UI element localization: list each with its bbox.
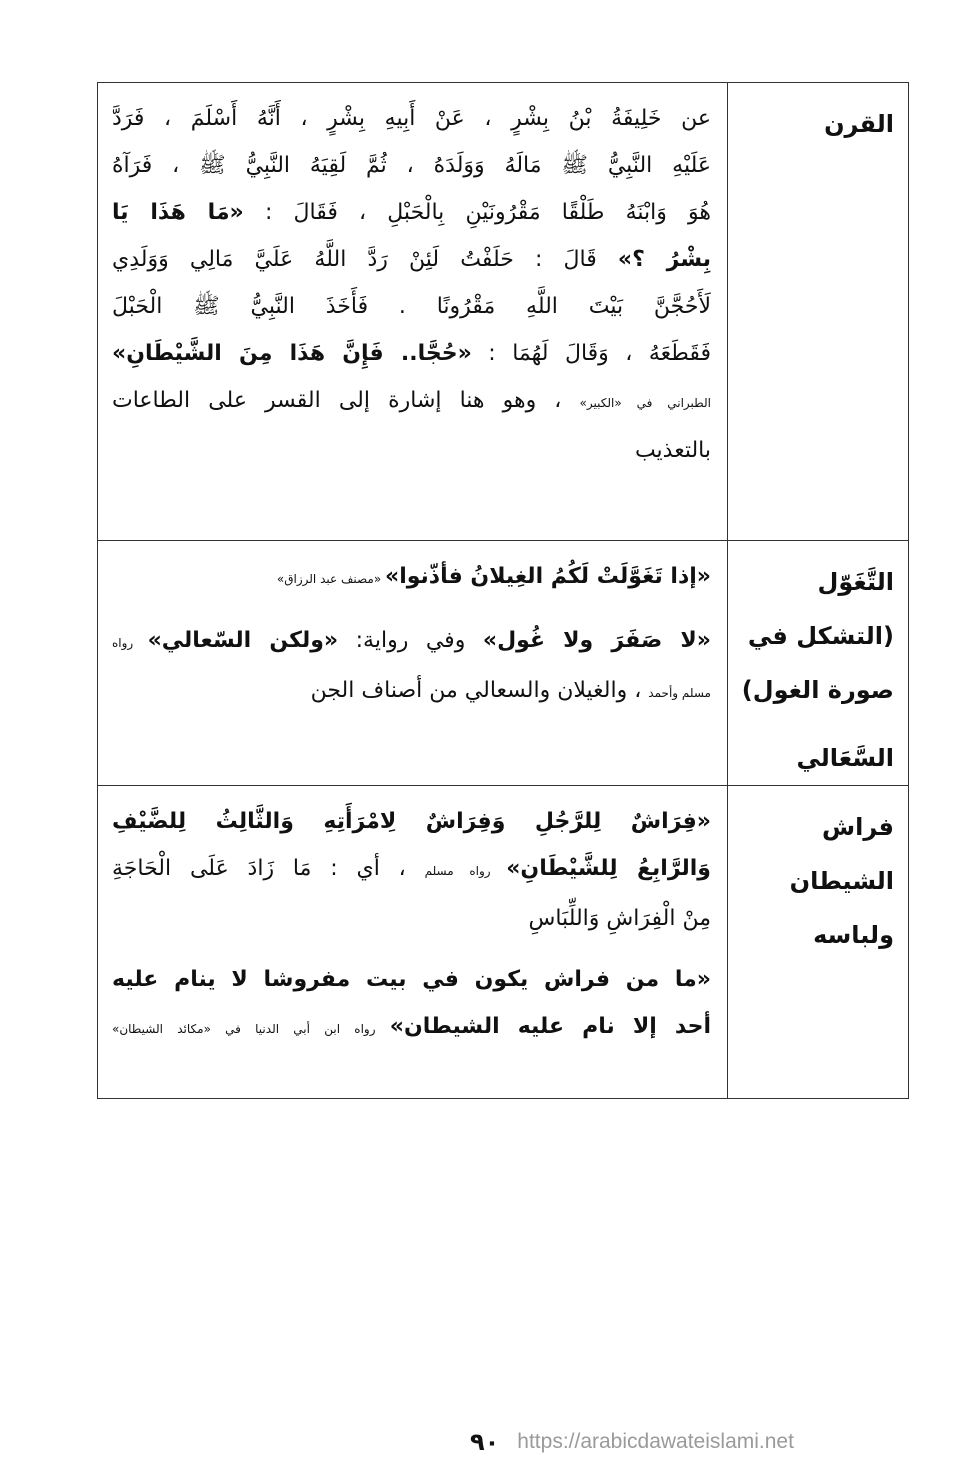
text-line [112, 956, 711, 1003]
hadith-quote: أحد إلا نام عليه الشيطان» [389, 1014, 711, 1039]
term-text: (التشكل في [747, 622, 894, 650]
text: ، والغيلان والسعالي من أصناف الجن [310, 678, 649, 703]
page-number: ٩٠ [470, 1428, 500, 1456]
content-table [97, 82, 909, 1099]
text-line [112, 895, 711, 942]
text-line [112, 377, 711, 427]
text-line [112, 1003, 711, 1053]
term-cell [727, 541, 908, 785]
hadith-quote: بِشْرُ ؟» [617, 247, 711, 272]
term-cell [727, 83, 908, 540]
citation: الطبراني في «الكبير» [579, 396, 711, 410]
text: وفي رواية: [338, 628, 483, 653]
text: بالتعذيب [634, 438, 711, 463]
text-line [112, 236, 711, 283]
hadith-quote: «ولكن السّعالي» [147, 628, 339, 653]
hadith-quote: «فِرَاشٌ لِلرَّجُلِ وَفِرَاشٌ لِامْرَأَتِهِ وَالثَّالِثُ لِلضَّيْفِ [112, 809, 711, 834]
text-line [112, 553, 711, 603]
text: عن خَلِيفَةُ بْنُ بِشْرٍ ، عَنْ أَبِيهِ بِشْرٍ ، أَنَّهُ أَسْلَمَ ، فَرَدَّ [112, 106, 711, 131]
text-line [112, 283, 711, 330]
term-text: فراش [822, 813, 894, 841]
content-cell [98, 83, 727, 540]
text: ، أي : مَا زَادَ عَلَى الْحَاجَةِ [112, 856, 425, 881]
hadith-quote: «لا صَفَرَ ولا غُول» [482, 628, 711, 653]
hadith-quote: وَالرَّابِعُ لِلشَّيْطَانِ» [506, 856, 711, 881]
text: قَالَ : حَلَفْتُ لَئِنْ رَدَّ اللَّهُ عَلَيَّ مَالِي وَوَلَدِي [112, 247, 618, 272]
term-cell [727, 786, 908, 1098]
table-row-qarn [98, 83, 908, 541]
hadith-quote: «مَا هَذَا يَا [112, 200, 244, 225]
term-text: الشيطان [789, 867, 894, 895]
text: عَلَيْهِ النَّبِيُّ ﷺ مَالَهُ وَوَلَدَهُ ، ثُمَّ لَقِيَهُ النَّبِيُّ ﷺ ، فَرَآهُ [112, 153, 711, 178]
text-line [112, 142, 711, 189]
text: فَقَطَعَهُ ، وَقَالَ لَهُمَا : [471, 341, 711, 366]
text-line [112, 845, 711, 895]
citation: رواه ابن أبي الدنيا في «مكائد الشيطان» [112, 1022, 390, 1036]
citation: رواه مسلم [424, 864, 507, 878]
text-line [112, 95, 711, 142]
term-text: ولباسه [813, 921, 894, 949]
citation: رواه [112, 636, 148, 650]
text-line [112, 427, 711, 474]
content-cell [98, 786, 727, 1098]
table-row-taghawwul [98, 541, 908, 786]
citation: «مصنف عبد الرزاق» [276, 572, 385, 586]
text: هُوَ وَابْنَهُ طَلْقًا مَقْرُونَيْنِ بِالْحَبْلِ ، فَقَالَ : [243, 200, 711, 225]
table-row-firash [98, 786, 908, 1098]
text-line [112, 189, 711, 236]
content-cell [98, 541, 727, 785]
text-line [112, 330, 711, 377]
term-text: التَّغَوّل [817, 568, 894, 596]
website-url[interactable]: https://arabicdawateislami.net [517, 1430, 794, 1453]
page-footer [470, 1428, 794, 1456]
hadith-quote: «ما من فراش يكون في بيت مفروشا لا ينام عليه [112, 967, 711, 992]
citation: مسلم وأحمد [648, 686, 711, 700]
hadith-quote: «إذا تَغَوَّلَتْ لَكُمُ الغِيلانُ فأذّنوا» [385, 564, 711, 589]
text-line [112, 798, 711, 845]
text: لَأَحُجَّنَّ بَيْتَ اللَّهِ مَقْرُونًا . فَأَخَذَ النَّبِيُّ ﷺ الْحَبْلَ [112, 294, 711, 319]
hadith-quote: «حُجَّا.. فَإِنَّ هَذَا مِنَ الشَّيْطَانِ» [112, 341, 472, 366]
text: مِنْ الْفِرَاشِ وَاللِّبَاسِ [528, 906, 711, 931]
text: ، وهو هنا إشارة إلى القسر على الطاعات [112, 388, 580, 413]
text-line [112, 617, 711, 667]
term-text: السَّعَالي [796, 744, 894, 772]
text-line [112, 667, 711, 717]
term-text: صورة الغول) [741, 676, 894, 704]
term-text: القرن [824, 110, 894, 138]
